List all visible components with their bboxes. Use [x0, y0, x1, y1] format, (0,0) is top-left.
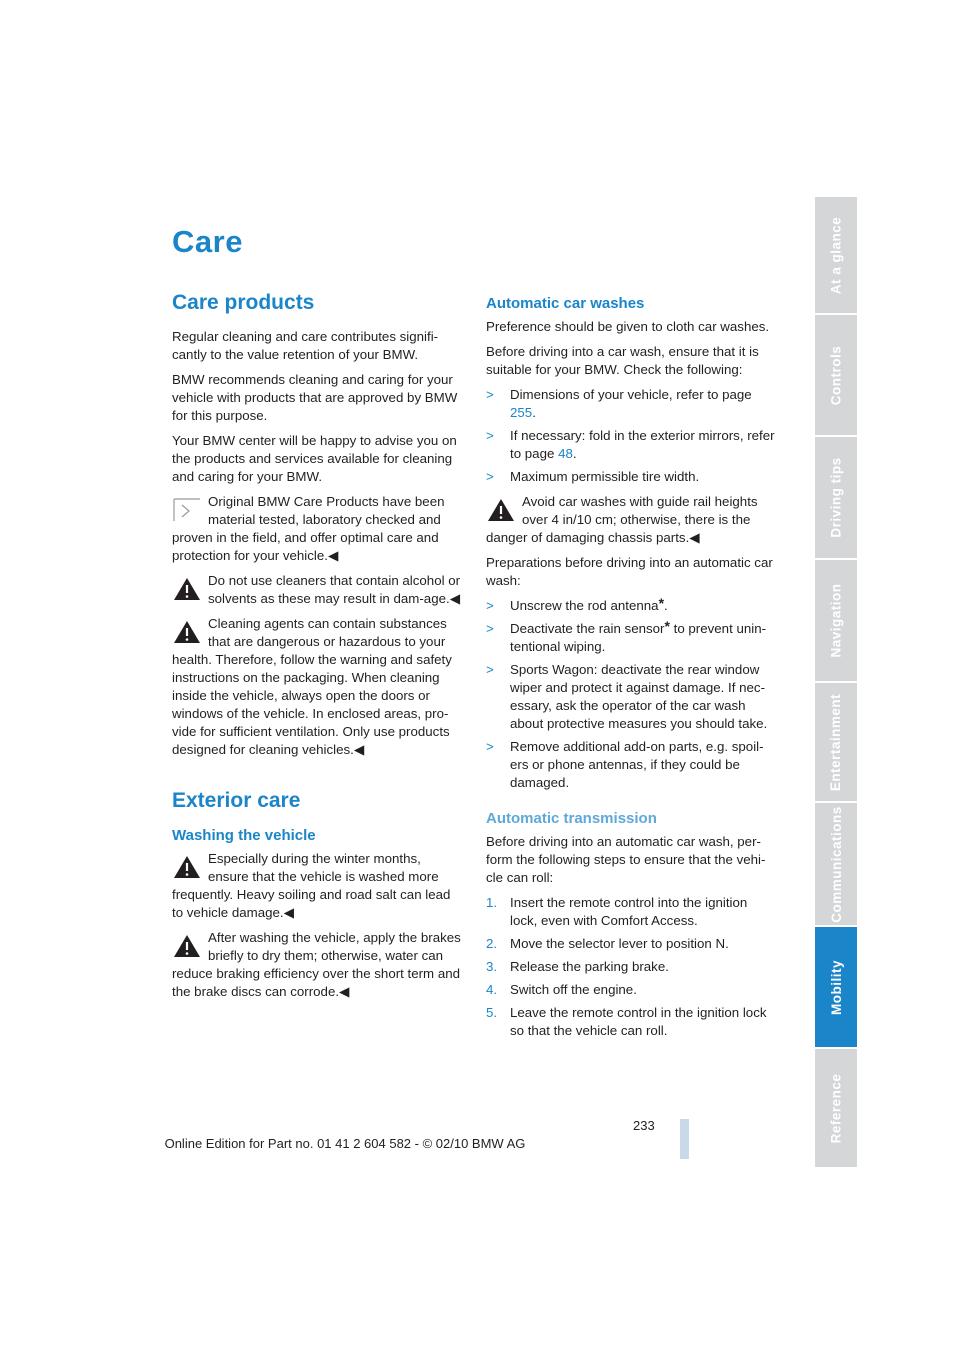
- subsection-heading-automatic-transmission: Automatic transmission: [486, 810, 657, 827]
- list-item: 2. Move the selector lever to position N.: [486, 936, 729, 951]
- end-mark: ◀: [689, 530, 700, 545]
- list-item: 4. Switch off the engine.: [486, 982, 637, 997]
- section-heading-care-products: Care products: [172, 291, 315, 314]
- step-number: 2.: [486, 936, 498, 951]
- paragraph: Preparations before driving into an automatic car wash:: [486, 555, 773, 588]
- paragraph: Regular cleaning and care contributes signifi-cantly to the value retention of your BMW.: [172, 329, 439, 362]
- subsection-heading-automatic-car-washes: Automatic car washes: [486, 295, 645, 312]
- note-arrow-icon: [172, 497, 202, 523]
- warning-box: [486, 493, 778, 547]
- bullet-marker: >: [486, 739, 494, 754]
- end-mark: ◀: [353, 742, 365, 757]
- paragraph: BMW recommends cleaning and caring for your vehicle with products that are approved by BMW for this purpose.: [172, 372, 458, 423]
- warning-text: After washing the vehicle, apply the brakes briefly to dry them; otherwise, water can reduce braking efficiency over the short term and the brake discs can corrode.: [172, 930, 461, 999]
- tab-navigation[interactable]: Navigation: [815, 560, 857, 683]
- tab-at-a-glance[interactable]: At a glance: [815, 197, 857, 315]
- paragraph: Before driving into an automatic car wash, per-form the following steps to ensure that the vehi-cle can roll:: [486, 834, 766, 885]
- warning-icon: [172, 576, 202, 602]
- right-column: [486, 294, 778, 1047]
- warning-box: [172, 850, 464, 922]
- page-link[interactable]: 255: [510, 405, 533, 420]
- section-heading-exterior-care: Exterior care: [172, 789, 301, 812]
- warning-box: [172, 572, 464, 608]
- bullet-marker: >: [486, 428, 494, 443]
- tab-mobility[interactable]: Mobility: [815, 927, 857, 1049]
- list-item: > Unscrew the rod antenna*.: [486, 595, 668, 613]
- steps-list: [486, 894, 778, 1040]
- list-item: > Dimensions of your vehicle, refer to page 255.: [486, 387, 752, 420]
- end-mark: ◀: [283, 905, 294, 920]
- end-mark: ◀: [449, 591, 460, 606]
- list-item: 5. Leave the remote control in the ignition lock so that the vehicle can roll.: [486, 1005, 767, 1038]
- preparation-list: [486, 597, 778, 792]
- step-number: 5.: [486, 1005, 498, 1020]
- warning-text: Especially during the winter months, ensure that the vehicle is washed more frequently. Heavy soiling and road salt can lead to vehicle damage.: [172, 851, 451, 920]
- paragraph: Preference should be given to cloth car washes.: [486, 319, 770, 334]
- warning-icon: [486, 497, 516, 523]
- warning-box: [172, 615, 464, 759]
- subsection-heading-washing: Washing the vehicle: [172, 827, 316, 844]
- bullet-marker: >: [486, 469, 494, 484]
- list-item: 1. Insert the remote control into the ignition lock, even with Comfort Access.: [486, 895, 748, 928]
- tab-controls[interactable]: Controls: [815, 315, 857, 437]
- option-star: *: [658, 595, 665, 611]
- warning-icon: [172, 619, 202, 645]
- page-title: Care: [172, 224, 243, 259]
- warning-text: Do not use cleaners that contain alcohol or solvents as these may result in dam-age.: [208, 573, 461, 606]
- bullet-marker: >: [486, 387, 494, 402]
- page-number: 233: [633, 1118, 655, 1133]
- tab-reference[interactable]: Reference: [815, 1049, 857, 1169]
- bullet-marker: >: [486, 621, 494, 636]
- end-mark: ◀: [339, 984, 350, 999]
- paragraph: Before driving into a car wash, ensure that it is suitable for your BMW. Check the following:: [486, 344, 759, 377]
- note-box: [172, 493, 464, 565]
- page-link[interactable]: 48: [558, 446, 573, 461]
- warning-text: Avoid car washes with guide rail heights over 4 in/10 cm; otherwise, there is the danger of damaging chassis parts.: [486, 494, 758, 545]
- footer-text: Online Edition for Part no. 01 41 2 604 582 - © 02/10 BMW AG: [164, 1136, 526, 1151]
- warning-text: Cleaning agents can contain substances that are dangerous or hazardous to your health. Therefore, follow the warning and safety instructions on the packaging. When cleaning inside the vehicle, always open the doors or windows of the vehicle. In enclosed areas, pro-vide for sufficient ventilation. Only use products designed for cleaning vehicles.: [172, 616, 452, 757]
- list-item: > Remove additional add-on parts, e.g. spoil-ers or phone antennas, if they could be damaged.: [486, 739, 764, 790]
- note-text: Original BMW Care Products have been material tested, laboratory checked and proven in the field, and offer optimal care and protection for your vehicle.: [172, 494, 445, 563]
- tab-driving-tips[interactable]: Driving tips: [815, 437, 857, 560]
- step-number: 1.: [486, 895, 498, 910]
- step-number: 3.: [486, 959, 498, 974]
- left-column: [172, 290, 464, 1008]
- check-list: [486, 386, 778, 486]
- warning-icon: [172, 933, 202, 959]
- tab-entertainment[interactable]: Entertainment: [815, 683, 857, 803]
- list-item: > Sports Wagon: deactivate the rear window wiper and protect it against damage. If nec-essary, ask the operator of the car wash about protective measures you should take.: [486, 662, 768, 731]
- list-item: > Maximum permissible tire width.: [486, 469, 700, 484]
- tab-communications[interactable]: Communications: [815, 803, 857, 927]
- chapter-tabs: [815, 197, 857, 1169]
- step-number: 4.: [486, 982, 498, 997]
- end-mark: ◀: [327, 548, 339, 563]
- warning-icon: [172, 854, 202, 880]
- option-star: *: [664, 618, 670, 634]
- paragraph: Your BMW center will be happy to advise you on the products and services available for cleaning and caring for your BMW.: [172, 433, 457, 484]
- list-item: > Deactivate the rain sensor* to prevent unin-tentional wiping.: [486, 618, 767, 654]
- bullet-marker: >: [486, 662, 494, 677]
- list-item: > If necessary: fold in the exterior mirrors, refer to page 48.: [486, 428, 775, 461]
- bullet-marker: >: [486, 598, 494, 613]
- list-item: 3. Release the parking brake.: [486, 959, 669, 974]
- warning-box: [172, 929, 464, 1001]
